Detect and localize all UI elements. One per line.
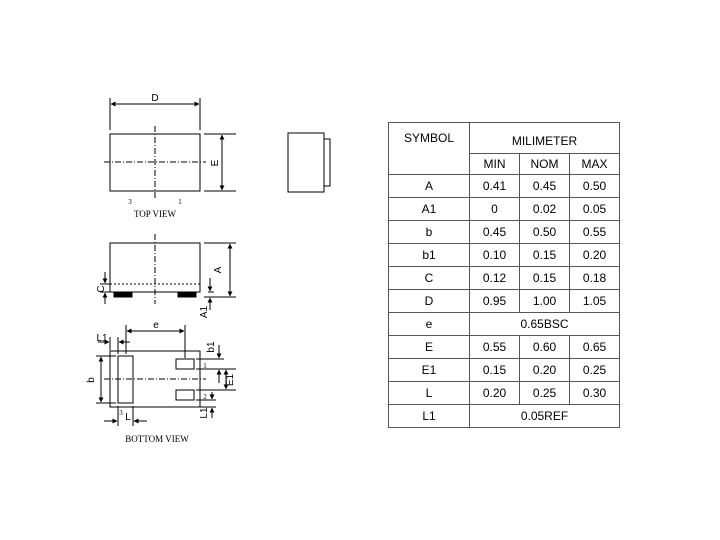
row-min: 0.95 bbox=[470, 290, 520, 313]
bottom-pin-3-label: 3 bbox=[119, 409, 123, 417]
table-row bbox=[389, 267, 620, 290]
row-nom: 0.02 bbox=[520, 198, 570, 221]
row-min: 0 bbox=[470, 198, 520, 221]
dim-l1-top-label: L1 bbox=[96, 333, 108, 344]
dim-l1-bottom-label: L1 bbox=[199, 407, 210, 419]
header-unit: MILIMETER bbox=[470, 123, 620, 154]
side-lead-right bbox=[178, 292, 196, 297]
end-view bbox=[288, 133, 330, 192]
row-symbol: C bbox=[389, 267, 470, 290]
row-min: 0.15 bbox=[470, 359, 520, 382]
table-row bbox=[389, 198, 620, 221]
bottom-pad-1 bbox=[176, 359, 194, 369]
table-row bbox=[389, 244, 620, 267]
row-symbol: A1 bbox=[389, 198, 470, 221]
row-symbol: A bbox=[389, 175, 470, 198]
bottom-pad-2 bbox=[176, 390, 194, 400]
row-symbol: L bbox=[389, 382, 470, 405]
table-row bbox=[389, 382, 620, 405]
row-max: 0.55 bbox=[570, 221, 620, 244]
row-symbol: E bbox=[389, 336, 470, 359]
top-pin-1-label: 1 bbox=[178, 198, 182, 206]
row-max: 0.05 bbox=[570, 198, 620, 221]
row-symbol: e bbox=[389, 313, 470, 336]
row-nom: 1.00 bbox=[520, 290, 570, 313]
header-max: MAX bbox=[570, 154, 620, 175]
top-view bbox=[104, 98, 236, 198]
row-max: 0.50 bbox=[570, 175, 620, 198]
row-max: 0.65 bbox=[570, 336, 620, 359]
table-row bbox=[389, 175, 620, 198]
row-min: 0.10 bbox=[470, 244, 520, 267]
row-nom: 0.15 bbox=[520, 244, 570, 267]
row-min: 0.12 bbox=[470, 267, 520, 290]
end-view-body bbox=[288, 133, 324, 192]
table-row bbox=[389, 290, 620, 313]
dimension-table bbox=[388, 122, 620, 428]
dim-e-label: E bbox=[210, 159, 221, 167]
table-row bbox=[389, 336, 620, 359]
bottom-view-caption: BOTTOM VIEW bbox=[125, 434, 189, 444]
row-symbol: D bbox=[389, 290, 470, 313]
row-max: 0.18 bbox=[570, 267, 620, 290]
bottom-pin-1-label: 1 bbox=[203, 362, 207, 370]
bottom-pin-2-label: 2 bbox=[203, 393, 207, 401]
row-max: 1.05 bbox=[570, 290, 620, 313]
dim-e1-label: E1 bbox=[225, 373, 236, 387]
row-nom: 0.25 bbox=[520, 382, 570, 405]
dim-l-label: L bbox=[125, 412, 131, 423]
header-nom: NOM bbox=[520, 154, 570, 175]
dim-b1-label: b1 bbox=[206, 341, 217, 353]
row-min: 0.45 bbox=[470, 221, 520, 244]
table-row bbox=[389, 221, 620, 244]
row-max: 0.25 bbox=[570, 359, 620, 382]
row-span-value: 0.65BSC bbox=[470, 313, 620, 336]
row-min: 0.20 bbox=[470, 382, 520, 405]
row-symbol: b bbox=[389, 221, 470, 244]
dim-d-label: D bbox=[151, 93, 159, 104]
end-view-lead bbox=[324, 139, 330, 186]
table-row bbox=[389, 405, 620, 428]
row-max: 0.20 bbox=[570, 244, 620, 267]
dim-c-label: C bbox=[96, 285, 107, 293]
header-min: MIN bbox=[470, 154, 520, 175]
row-symbol: E1 bbox=[389, 359, 470, 382]
dim-e-pitch-label: e bbox=[153, 320, 159, 331]
row-nom: 0.20 bbox=[520, 359, 570, 382]
bottom-view bbox=[96, 325, 236, 426]
top-view-caption: TOP VIEW bbox=[133, 209, 177, 219]
side-lead-left bbox=[114, 292, 132, 297]
row-max: 0.30 bbox=[570, 382, 620, 405]
dim-a-label: A bbox=[213, 266, 224, 274]
row-nom: 0.50 bbox=[520, 221, 570, 244]
row-symbol: b1 bbox=[389, 244, 470, 267]
top-pin-3-label: 3 bbox=[128, 198, 132, 206]
dim-b-label: b bbox=[86, 377, 97, 383]
row-nom: 0.45 bbox=[520, 175, 570, 198]
table-row bbox=[389, 313, 620, 336]
row-nom: 0.15 bbox=[520, 267, 570, 290]
row-min: 0.55 bbox=[470, 336, 520, 359]
row-nom: 0.60 bbox=[520, 336, 570, 359]
row-span-value: 0.05REF bbox=[470, 405, 620, 428]
row-symbol: L1 bbox=[389, 405, 470, 428]
header-symbol: SYMBOL bbox=[389, 123, 470, 175]
row-min: 0.41 bbox=[470, 175, 520, 198]
table-row bbox=[389, 359, 620, 382]
dim-a1-label: A1 bbox=[199, 305, 210, 319]
